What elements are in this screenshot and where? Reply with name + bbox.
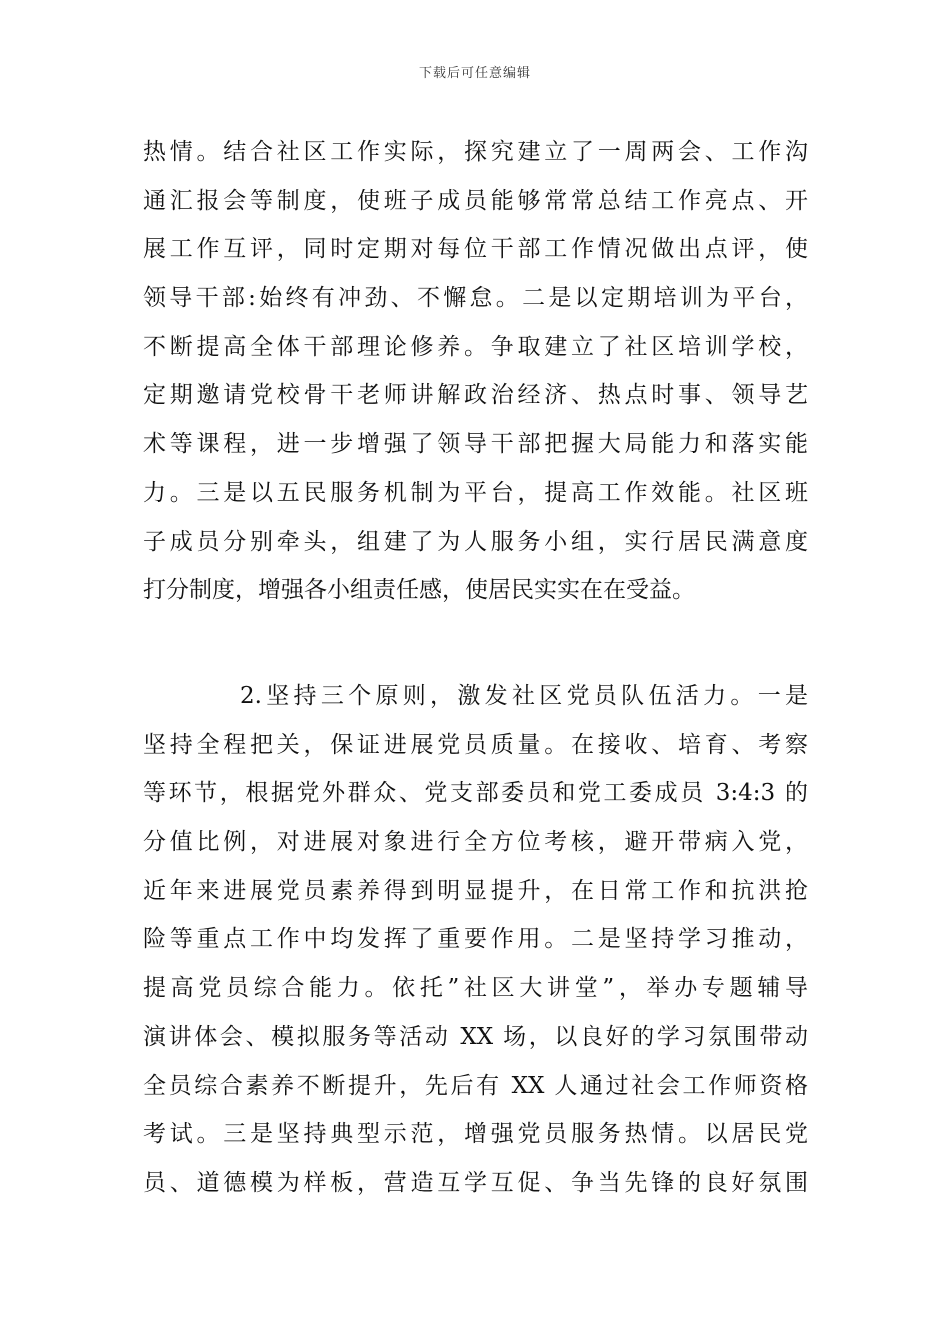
text-line: 近年来进展党员素养得到明显提升，在日常工作和抗洪抢 xyxy=(143,877,808,904)
text-line: 2.坚持三个原则，激发社区党员队伍活力。一是 xyxy=(240,683,808,709)
text-line: 子成员分别牵头，组建了为人服务小组，实行居民满意度 xyxy=(143,528,808,555)
paragraph-2 xyxy=(143,672,808,1208)
text-line: 全员综合素养不断提升，先后有 XX 人通过社会工作师资格 xyxy=(143,1072,808,1099)
text-line: 打分制度，增强各小组责任感，使居民实实在在受益。 xyxy=(143,577,695,604)
text-line: 通汇报会等制度，使班子成员能够常常总结工作亮点、开 xyxy=(143,187,808,214)
text-line: 不断提高全体干部理论修养。争取建立了社区培训学校， xyxy=(143,333,808,360)
text-line: 等环节，根据党外群众、党支部委员和党工委成员 3:4:3 的 xyxy=(143,780,808,807)
text-line: 员、道德模为样板，营造互学互促、争当先锋的良好氛围 xyxy=(143,1169,808,1196)
text-line: 术等课程，进一步增强了领导干部把握大局能力和落实能 xyxy=(143,431,808,458)
text-line: 领导干部:始终有冲劲、不懈怠。二是以定期培训为平台， xyxy=(143,285,808,312)
text-line: 热情。结合社区工作实际，探究建立了一周两会、工作沟 xyxy=(143,139,808,165)
text-line: 考试。三是坚持典型示范，增强党员服务热情。以居民党 xyxy=(143,1121,808,1148)
page-header-note: 下载后可任意编辑 xyxy=(418,66,531,81)
text-line: 坚持全程把关，保证进展党员质量。在接收、培育、考察 xyxy=(143,731,808,758)
text-line: 展工作互评，同时定期对每位干部工作情况做出点评，使 xyxy=(143,236,808,263)
text-line: 力。三是以五民服务机制为平台，提高工作效能。社区班 xyxy=(143,479,808,506)
text-line: 提高党员综合能力。依托”社区大讲堂”，举办专题辅导 xyxy=(143,975,808,1002)
paragraph-1 xyxy=(143,128,808,615)
text-line: 定期邀请党校骨干老师讲解政治经济、热点时事、领导艺 xyxy=(143,382,808,409)
text-line: 演讲体会、模拟服务等活动 XX 场，以良好的学习氛围带动 xyxy=(143,1023,808,1050)
text-line: 分值比例，对进展对象进行全方位考核，避开带病入党， xyxy=(143,829,808,856)
text-line: 险等重点工作中均发挥了重要作用。二是坚持学习推动， xyxy=(143,926,808,953)
